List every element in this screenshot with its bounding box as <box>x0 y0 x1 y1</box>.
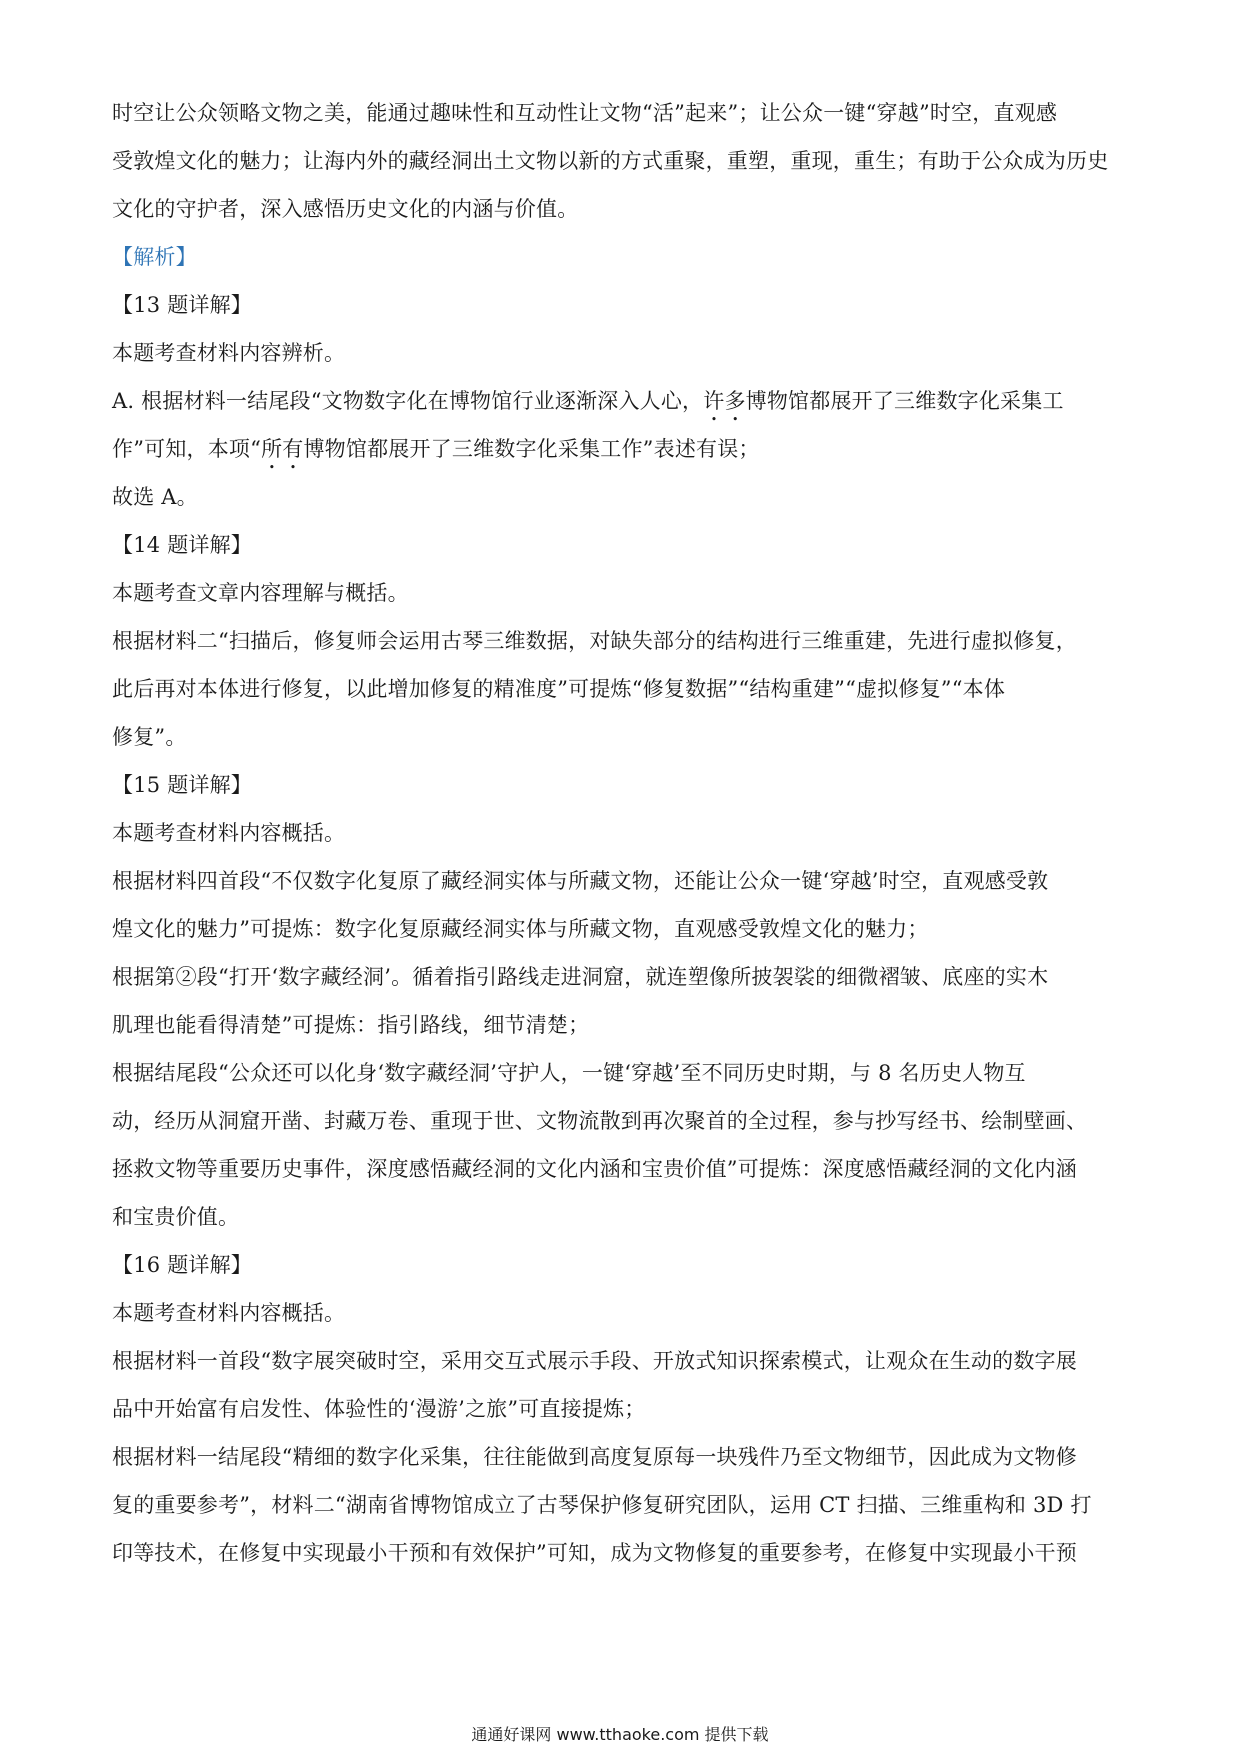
paragraph-line: 根据材料四首段“不仅数字化复原了藏经洞实体与所藏文物，还能让公众一键‘穿越’时空，直观感受敦 <box>112 869 1049 893</box>
paragraph-line: 本题考查材料内容概括。 <box>112 1301 346 1325</box>
paragraph-line: 根据材料一首段“数字展突破时空，采用交互式展示手段、开放式知识探索模式，让观众在生动的数字展 <box>112 1349 1077 1373</box>
question-15-heading: 【15 题详解】 <box>112 773 252 797</box>
paragraph-line: 本题考查材料内容概括。 <box>112 821 346 845</box>
paragraph-line: 拯救文物等重要历史事件，深度感悟藏经洞的文化内涵和宝贵价值”可提炼：深度感悟藏经洞的文化内涵 <box>112 1157 1077 1181</box>
paragraph-line: 本题考查材料内容辨析。 <box>112 341 346 365</box>
paragraph-line <box>112 386 1132 416</box>
analysis-heading: 【解析】 <box>112 245 197 269</box>
text-span: 博物馆都展开了三维数字化采集工 <box>745 389 1064 413</box>
paragraph-line: 文化的守护者，深入感悟历史文化的内涵与价值。 <box>112 197 579 221</box>
paragraph-line: 根据材料一结尾段“精细的数字化采集，往往能做到高度复原每一块残件乃至文物细节，因此成为文物修 <box>112 1445 1077 1469</box>
paragraph-line: 受敦煌文化的魅力；让海内外的藏经洞出土文物以新的方式重聚，重塑，重现，重生；有助于公众成为历史 <box>112 149 1109 173</box>
emphasis-text: 许多 <box>703 389 746 413</box>
paragraph-line: 此后再对本体进行修复，以此增加修复的精准度”可提炼“修复数据”“结构重建”“虚拟修复”“本体 <box>112 677 1006 701</box>
paragraph-line: 肌理也能看得清楚”可提炼：指引路线，细节清楚； <box>112 1013 590 1037</box>
question-14-heading: 【14 题详解】 <box>112 533 252 557</box>
page-footer: 通通好课网 www.tthaoke.com 提供下载 <box>471 1725 769 1744</box>
paragraph-line: 时空让公众领略文物之美，能通过趣味性和互动性让文物“活”起来”；让公众一键“穿越”时空，直观感 <box>112 101 1058 125</box>
paragraph-line: 根据第②段“打开‘数字藏经洞’。循着指引路线走进洞窟，就连塑像所披袈裟的细微褶皱、底座的实木 <box>112 965 1049 989</box>
emphasis-text: 所有 <box>261 437 304 461</box>
paragraph-line: 复的重要参考”，材料二“湖南省博物馆成立了古琴保护修复研究团队，运用 CT 扫描、三维重构和 3D 打 <box>112 1493 1092 1517</box>
paragraph-line: 本题考查文章内容理解与概括。 <box>112 581 409 605</box>
paragraph-line: 根据结尾段“公众还可以化身‘数字藏经洞’守护人，一键‘穿越’至不同历史时期，与 8 名历史人物互 <box>112 1061 1026 1085</box>
paragraph-line <box>112 434 1132 464</box>
text-span: 博物馆都展开了三维数字化采集工作”表述有误； <box>303 437 760 461</box>
paragraph-line: 印等技术，在修复中实现最小干预和有效保护”可知，成为文物修复的重要参考，在修复中实现最小干预 <box>112 1541 1077 1565</box>
paragraph-line: 故选 A。 <box>112 485 198 509</box>
document-body <box>112 98 1132 1586</box>
text-span: 作”可知，本项“ <box>112 437 262 461</box>
paragraph-line: 煌文化的魅力”可提炼：数字化复原藏经洞实体与所藏文物，直观感受敦煌文化的魅力； <box>112 917 929 941</box>
paragraph-line: 根据材料二“扫描后，修复师会运用古琴三维数据，对缺失部分的结构进行三维重建，先进行虚拟修复， <box>112 629 1077 653</box>
question-13-heading: 【13 题详解】 <box>112 293 252 317</box>
paragraph-line: 动，经历从洞窟开凿、封藏万卷、重现于世、文物流散到再次聚首的全过程，参与抄写经书、绘制壁画、 <box>112 1109 1088 1133</box>
paragraph-line: 品中开始富有启发性、体验性的‘漫游’之旅”可直接提炼； <box>112 1397 646 1421</box>
question-16-heading: 【16 题详解】 <box>112 1253 252 1277</box>
text-span: A. 根据材料一结尾段“文物数字化在博物馆行业逐渐深入人心， <box>112 389 704 413</box>
paragraph-line: 和宝贵价值。 <box>112 1205 240 1229</box>
paragraph-line: 修复”。 <box>112 725 187 749</box>
